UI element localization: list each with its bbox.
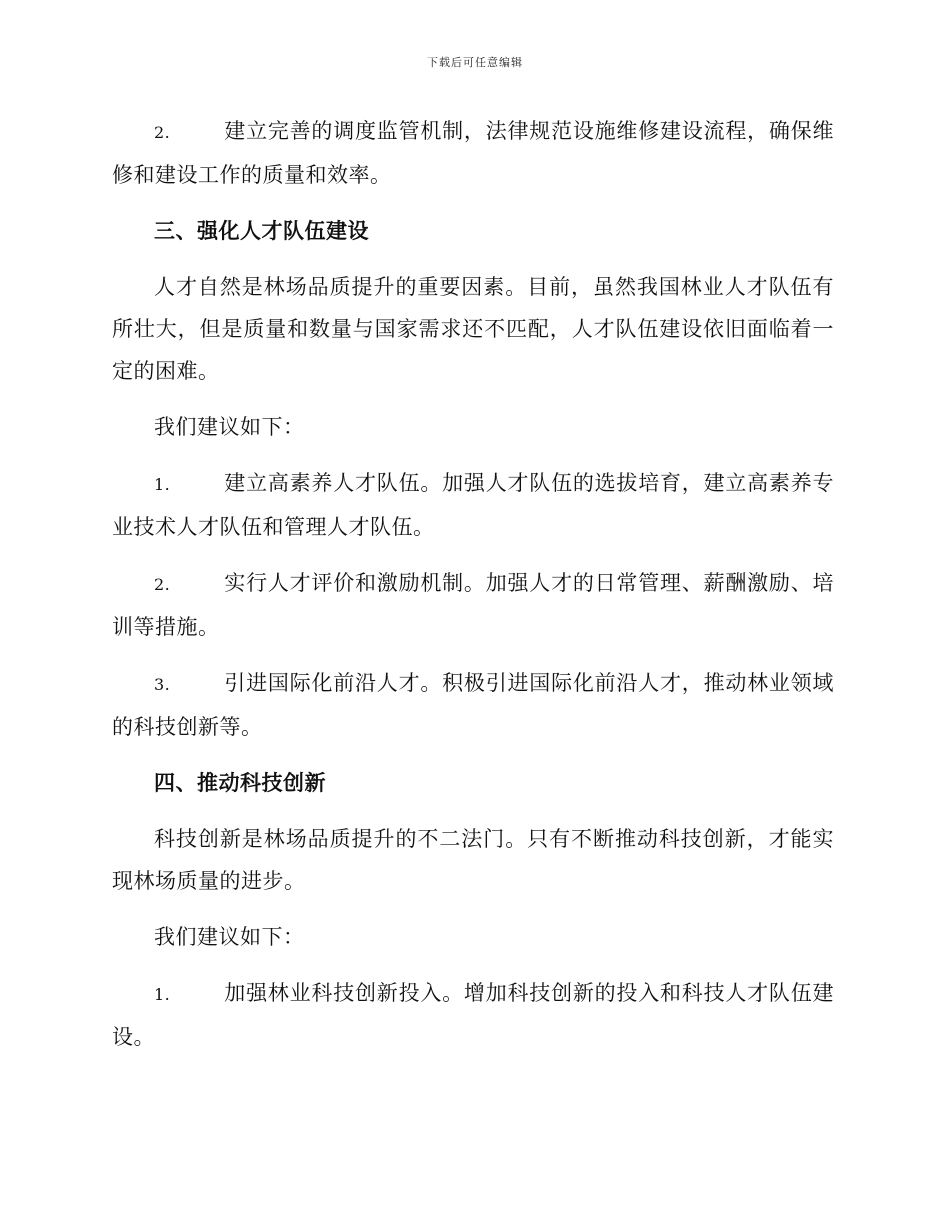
- section-heading-3: 三、强化人才队伍建设: [154, 219, 369, 243]
- list-item-text: 加强林业科技创新投入。增加科技创新的投入和科技人才队伍建设。: [112, 981, 834, 1049]
- list-item-number: 2.: [154, 575, 171, 594]
- list-item-number: 2.: [154, 123, 171, 142]
- document-body: [112, 110, 834, 1072]
- list-item: [112, 562, 834, 648]
- list-item-text: 引进国际化前沿人才。积极引进国际化前沿人才，推动林业领域的科技创新等。: [112, 671, 834, 739]
- list-item-number: 1.: [154, 475, 171, 494]
- page-header: 下载后可任意编辑: [427, 56, 523, 69]
- list-item-number: 1.: [154, 985, 171, 1004]
- list-item-text: 建立完善的调度监管机制，法律规范设施维修建设流程，确保维修和建设工作的质量和效率。: [112, 119, 834, 187]
- list-item-text: 实行人才评价和激励机制。加强人才的日常管理、薪酬激励、培训等措施。: [112, 571, 834, 639]
- body-paragraph: 科技创新是林场品质提升的不二法门。只有不断推动科技创新，才能实现林场质量的进步。: [112, 827, 834, 893]
- body-paragraph: 人才自然是林场品质提升的重要因素。目前，虽然我国林业人才队伍有所壮大，但是质量和数量与国家需求还不匹配，人才队伍建设依旧面临着一定的困难。: [112, 275, 834, 383]
- list-item: [112, 972, 834, 1058]
- list-item: [112, 462, 834, 548]
- list-item-number: 3.: [154, 675, 171, 694]
- list-item: [112, 662, 834, 748]
- section-heading-4: 四、推动科技创新: [154, 771, 326, 795]
- body-paragraph: 我们建议如下：: [154, 415, 305, 439]
- list-item-text: 建立高素养人才队伍。加强人才队伍的选拔培育，建立高素养专业技术人才队伍和管理人才队伍。: [112, 471, 834, 539]
- body-paragraph: 我们建议如下：: [154, 925, 305, 949]
- list-item: [112, 110, 834, 196]
